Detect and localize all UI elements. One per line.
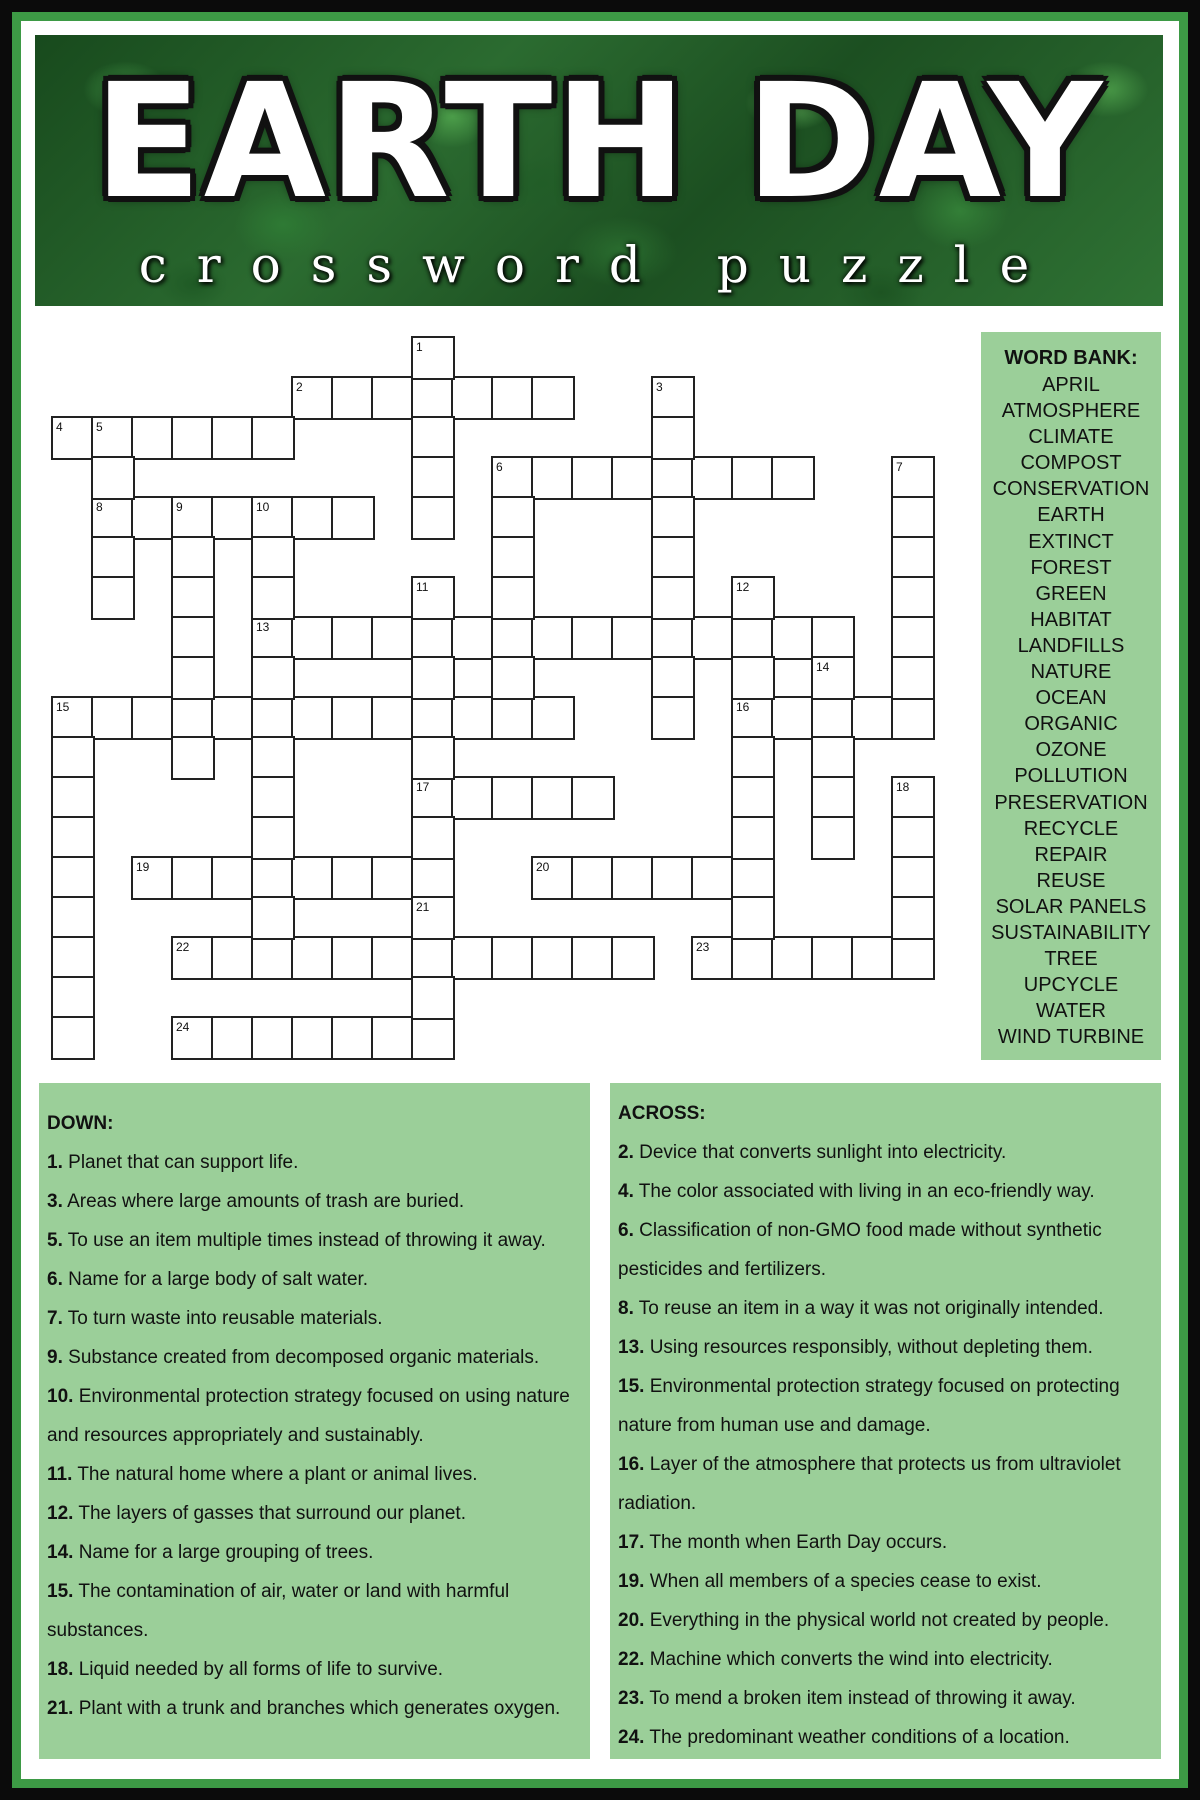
cell-number: 13 xyxy=(256,620,270,634)
crossword-cell[interactable] xyxy=(493,578,533,618)
crossword-cell[interactable] xyxy=(253,1018,293,1058)
crossword-cell[interactable] xyxy=(813,818,853,858)
clue-text: Areas where large amounts of trash are buried. xyxy=(67,1191,465,1212)
crossword-cell[interactable] xyxy=(853,938,893,978)
crossword-cell[interactable] xyxy=(413,1018,453,1058)
cell-number: 12 xyxy=(736,580,750,594)
clue-number: 9. xyxy=(47,1347,63,1368)
crossword-cell[interactable] xyxy=(413,378,453,418)
crossword-cell[interactable] xyxy=(813,938,853,978)
crossword-cell[interactable] xyxy=(253,858,293,898)
crossword-cell[interactable] xyxy=(173,698,213,738)
cell-number: 6 xyxy=(496,460,503,474)
clue-item xyxy=(47,1689,590,1728)
across-clue-list xyxy=(618,1133,1161,1757)
crossword-cell[interactable] xyxy=(413,818,453,858)
word-bank-item: LANDFILLS xyxy=(1017,634,1125,657)
crossword-cell[interactable] xyxy=(573,778,613,818)
clue-item xyxy=(618,1367,1161,1445)
clue-number: 6. xyxy=(47,1269,63,1290)
clue-number: 15. xyxy=(47,1581,74,1602)
crossword-cell[interactable] xyxy=(133,698,173,738)
clue-text: Planet that can support life. xyxy=(68,1152,299,1173)
word-bank-item: REPAIR xyxy=(1034,843,1108,866)
crossword-cell[interactable] xyxy=(453,778,493,818)
crossword-cell[interactable] xyxy=(213,418,253,458)
cell-number: 18 xyxy=(896,780,910,794)
cell-number: 16 xyxy=(736,700,750,714)
crossword-cell[interactable] xyxy=(213,938,253,978)
crossword-cell[interactable] xyxy=(333,618,373,658)
clue-number: 20. xyxy=(618,1610,645,1631)
crossword-cell[interactable] xyxy=(733,658,773,698)
crossword-cell[interactable] xyxy=(373,378,413,418)
crossword-cell[interactable] xyxy=(93,698,133,738)
clue-text: To reuse an item in a way it was not originally intended. xyxy=(638,1298,1104,1319)
crossword-cell[interactable] xyxy=(333,498,373,538)
crossword-cell[interactable] xyxy=(773,698,813,738)
word-bank-title: WORD BANK: xyxy=(1004,347,1138,369)
down-heading: DOWN: xyxy=(47,1113,114,1134)
clue-number: 15. xyxy=(618,1376,645,1397)
clue-number: 1. xyxy=(47,1152,63,1173)
crossword-cell[interactable] xyxy=(293,618,333,658)
clue-item xyxy=(47,1572,590,1650)
crossword-cell[interactable] xyxy=(653,538,693,578)
clue-item xyxy=(47,1650,590,1689)
down-clue-list xyxy=(47,1143,590,1728)
crossword-cell[interactable] xyxy=(893,498,933,538)
crossword-cell[interactable] xyxy=(413,978,453,1018)
clue-item xyxy=(618,1133,1161,1172)
word-bank-item: HABITAT xyxy=(1030,608,1112,631)
word-bank-item: WIND TURBINE xyxy=(997,1026,1145,1049)
crossword-cell[interactable] xyxy=(333,1018,373,1058)
crossword-cell[interactable] xyxy=(373,938,413,978)
crossword-cell[interactable] xyxy=(573,938,613,978)
cell-number: 23 xyxy=(696,940,710,954)
crossword-cell[interactable] xyxy=(93,538,133,578)
clue-number: 17. xyxy=(618,1532,645,1553)
crossword-cell[interactable] xyxy=(413,938,453,978)
crossword-cell[interactable] xyxy=(733,938,773,978)
clue-item xyxy=(47,1299,590,1338)
clue-number: 22. xyxy=(618,1649,645,1670)
clue-number: 5. xyxy=(47,1230,63,1251)
crossword-cell[interactable] xyxy=(253,578,293,618)
clue-number: 6. xyxy=(618,1220,634,1241)
crossword-cell[interactable] xyxy=(413,658,453,698)
crossword-cell[interactable] xyxy=(253,898,293,938)
crossword-cell[interactable] xyxy=(653,858,693,898)
cell-number: 21 xyxy=(416,900,430,914)
clue-text: Machine which converts the wind into electricity. xyxy=(649,1649,1053,1670)
crossword-cell[interactable] xyxy=(173,858,213,898)
crossword-cell[interactable] xyxy=(453,378,493,418)
crossword-cell[interactable] xyxy=(53,1018,93,1058)
clue-number: 4. xyxy=(618,1181,634,1202)
clue-text: The layers of gasses that surround our planet. xyxy=(78,1503,466,1524)
crossword-cell[interactable] xyxy=(533,778,573,818)
crossword-cell[interactable] xyxy=(213,498,253,538)
crossword-cell[interactable] xyxy=(333,938,373,978)
crossword-cell[interactable] xyxy=(813,698,853,738)
crossword-cell[interactable] xyxy=(533,458,573,498)
crossword-cell[interactable] xyxy=(333,698,373,738)
clue-text: The contamination of air, water or land with harmful substances. xyxy=(47,1581,510,1641)
crossword-cell[interactable] xyxy=(533,378,573,418)
clue-number: 12. xyxy=(47,1503,74,1524)
crossword-cell[interactable] xyxy=(733,818,773,858)
clue-text: The month when Earth Day occurs. xyxy=(649,1532,948,1553)
crossword-cell[interactable] xyxy=(53,858,93,898)
crossword-cell[interactable] xyxy=(173,738,213,778)
word-bank-item: APRIL xyxy=(1042,374,1100,396)
clue-text: Environmental protection strategy focused on using nature and resources appropriately and sustainably. xyxy=(47,1386,570,1446)
crossword-cell[interactable] xyxy=(253,778,293,818)
crossword-cell[interactable] xyxy=(253,538,293,578)
clue-text: Environmental protection strategy focused on protecting nature from human use and damage. xyxy=(618,1376,1120,1436)
crossword-cell[interactable] xyxy=(773,458,813,498)
clue-item xyxy=(618,1172,1161,1211)
clue-text: Everything in the physical world not created by people. xyxy=(649,1610,1110,1631)
crossword-cell[interactable] xyxy=(533,698,573,738)
crossword-cell[interactable] xyxy=(253,738,293,778)
crossword-cell[interactable] xyxy=(293,498,333,538)
crossword-cell[interactable] xyxy=(733,738,773,778)
cell-number: 10 xyxy=(256,500,270,514)
word-bank-item: CONSERVATION xyxy=(992,478,1150,501)
crossword-cell[interactable] xyxy=(413,418,453,458)
crossword-cell[interactable] xyxy=(293,1018,333,1058)
clue-text: The predominant weather conditions of a location. xyxy=(649,1727,1070,1748)
cell-number: 11 xyxy=(416,580,429,594)
crossword-cell[interactable] xyxy=(493,698,533,738)
word-bank-item: PRESERVATION xyxy=(994,791,1148,814)
crossword-cell[interactable] xyxy=(253,698,293,738)
crossword-cell[interactable] xyxy=(173,418,213,458)
clue-text: Using resources responsibly, without depleting them. xyxy=(649,1337,1093,1358)
crossword-cell[interactable] xyxy=(133,498,173,538)
word-bank-item: FOREST xyxy=(1030,556,1112,579)
crossword-cell[interactable] xyxy=(93,578,133,618)
clue-item xyxy=(618,1211,1161,1289)
cell-number: 19 xyxy=(136,860,150,874)
crossword-cell[interactable] xyxy=(533,938,573,978)
word-bank-item: GREEN xyxy=(1035,582,1107,605)
crossword-cell[interactable] xyxy=(53,738,93,778)
crossword-cell[interactable] xyxy=(693,458,733,498)
clue-text: Classification of non-GMO food made without synthetic pesticides and fertilizers. xyxy=(618,1220,1102,1280)
crossword-cell[interactable] xyxy=(333,378,373,418)
crossword-cell[interactable] xyxy=(93,458,133,498)
crossword-cell[interactable] xyxy=(893,618,933,658)
page-subtitle: crossword puzzle xyxy=(138,236,1060,294)
cell-number: 17 xyxy=(416,780,430,794)
crossword-cell[interactable] xyxy=(733,898,773,938)
crossword-cell[interactable] xyxy=(653,578,693,618)
cell-number: 2 xyxy=(296,380,303,394)
crossword-cell[interactable] xyxy=(893,698,933,738)
word-bank-item: COMPOST xyxy=(1020,452,1122,475)
clue-item xyxy=(47,1221,590,1260)
crossword-cell[interactable] xyxy=(773,938,813,978)
clue-text: Name for a large grouping of trees. xyxy=(78,1542,374,1563)
clue-item xyxy=(618,1679,1161,1718)
cell-number: 22 xyxy=(176,940,190,954)
crossword-cell[interactable] xyxy=(893,538,933,578)
clue-number: 3. xyxy=(47,1191,63,1212)
crossword-cell[interactable] xyxy=(493,618,533,658)
clue-item xyxy=(618,1640,1161,1679)
crossword-cell[interactable] xyxy=(213,1018,253,1058)
clue-text: To mend a broken item instead of throwing it away. xyxy=(649,1688,1076,1709)
clue-item xyxy=(47,1377,590,1455)
crossword-cell[interactable] xyxy=(493,658,533,698)
crossword-cell[interactable] xyxy=(893,858,933,898)
clue-text: To use an item multiple times instead of throwing it away. xyxy=(67,1230,546,1251)
crossword-cell[interactable] xyxy=(893,938,933,978)
clue-item xyxy=(618,1523,1161,1562)
crossword-cell[interactable] xyxy=(653,458,693,498)
clue-text: Substance created from decomposed organic materials. xyxy=(68,1347,540,1368)
crossword-cell[interactable] xyxy=(133,418,173,458)
crossword-cell[interactable] xyxy=(653,618,693,658)
word-bank-item: NATURE xyxy=(1030,661,1112,684)
across-heading: ACROSS: xyxy=(618,1103,706,1124)
clue-item xyxy=(618,1328,1161,1367)
crossword-cell[interactable] xyxy=(53,938,93,978)
clue-item xyxy=(618,1718,1161,1757)
word-bank-item: REUSE xyxy=(1036,869,1106,892)
cell-number: 24 xyxy=(176,1020,190,1034)
clue-number: 2. xyxy=(618,1142,634,1163)
crossword-cell[interactable] xyxy=(813,618,853,658)
word-bank-item: TREE xyxy=(1044,948,1098,971)
crossword-cell[interactable] xyxy=(293,938,333,978)
title-banner xyxy=(35,35,1163,306)
clue-number: 7. xyxy=(47,1308,63,1329)
down-clues-panel xyxy=(39,1083,590,1759)
word-bank-item: POLLUTION xyxy=(1014,765,1128,788)
crossword-cell[interactable] xyxy=(813,738,853,778)
clue-text: Layer of the atmosphere that protects us from ultraviolet radiation. xyxy=(618,1454,1121,1514)
clue-text: Device that converts sunlight into electricity. xyxy=(639,1142,1007,1163)
page-title: EARTH DAY xyxy=(93,50,1105,234)
crossword-cell[interactable] xyxy=(173,538,213,578)
crossword-cell[interactable] xyxy=(213,698,253,738)
clue-number: 18. xyxy=(47,1659,74,1680)
crossword-cell[interactable] xyxy=(453,618,493,658)
clue-number: 23. xyxy=(618,1688,645,1709)
crossword-cell[interactable] xyxy=(413,698,453,738)
clue-text: The color associated with living in an eco-friendly way. xyxy=(638,1181,1095,1202)
crossword-cell[interactable] xyxy=(253,418,293,458)
crossword-cell[interactable] xyxy=(53,818,93,858)
word-bank-item: CLIMATE xyxy=(1028,426,1114,449)
crossword-cell[interactable] xyxy=(413,498,453,538)
crossword-cell[interactable] xyxy=(893,578,933,618)
crossword-cell[interactable] xyxy=(373,618,413,658)
crossword-cell[interactable] xyxy=(893,818,933,858)
clue-text: To turn waste into reusable materials. xyxy=(67,1308,383,1329)
crossword-cell[interactable] xyxy=(613,618,653,658)
clue-number: 10. xyxy=(47,1386,74,1407)
clue-number: 16. xyxy=(618,1454,645,1475)
crossword-cell[interactable] xyxy=(653,658,693,698)
crossword-cell[interactable] xyxy=(253,938,293,978)
clue-item xyxy=(47,1455,590,1494)
crossword-cell[interactable] xyxy=(373,858,413,898)
cell-number: 7 xyxy=(896,460,903,474)
clue-item xyxy=(47,1338,590,1377)
crossword-cell[interactable] xyxy=(293,858,333,898)
cell-number: 15 xyxy=(56,700,70,714)
crossword-cell[interactable] xyxy=(853,698,893,738)
crossword-cell[interactable] xyxy=(653,418,693,458)
crossword-cell[interactable] xyxy=(653,498,693,538)
clue-number: 14. xyxy=(47,1542,74,1563)
clue-item xyxy=(47,1494,590,1533)
crossword-cell[interactable] xyxy=(173,658,213,698)
word-bank xyxy=(981,332,1161,1060)
clue-number: 11. xyxy=(47,1464,73,1485)
crossword-cell[interactable] xyxy=(173,578,213,618)
clue-item xyxy=(47,1143,590,1182)
word-bank-item: UPCYCLE xyxy=(1023,974,1119,997)
crossword-cell[interactable] xyxy=(773,618,813,658)
clue-item xyxy=(47,1182,590,1221)
crossword-cell[interactable] xyxy=(173,618,213,658)
crossword-cell[interactable] xyxy=(453,938,493,978)
clue-text: Name for a large body of salt water. xyxy=(68,1269,369,1290)
crossword-cell[interactable] xyxy=(693,858,733,898)
crossword-cell[interactable] xyxy=(493,378,533,418)
clue-item xyxy=(47,1260,590,1299)
crossword-cell[interactable] xyxy=(573,858,613,898)
crossword-cell[interactable] xyxy=(413,738,453,778)
clue-number: 13. xyxy=(618,1337,645,1358)
word-bank-item: SOLAR PANELS xyxy=(995,895,1147,918)
cell-number: 5 xyxy=(96,420,103,434)
clue-number: 8. xyxy=(618,1298,634,1319)
cell-number: 9 xyxy=(176,500,183,514)
crossword-cell[interactable] xyxy=(893,658,933,698)
crossword-cell[interactable] xyxy=(333,858,373,898)
clue-item xyxy=(618,1445,1161,1523)
crossword-cell[interactable] xyxy=(493,778,533,818)
clue-number: 21. xyxy=(47,1698,74,1719)
crossword-cell[interactable] xyxy=(813,778,853,818)
cell-number: 8 xyxy=(96,500,103,514)
crossword-cell[interactable] xyxy=(733,618,773,658)
crossword-cell[interactable] xyxy=(53,978,93,1018)
crossword-cell[interactable] xyxy=(253,818,293,858)
crossword-cell[interactable] xyxy=(373,698,413,738)
crossword-cell[interactable] xyxy=(613,938,653,978)
crossword-cell[interactable] xyxy=(413,618,453,658)
clue-item xyxy=(618,1601,1161,1640)
clue-text: When all members of a species cease to exist. xyxy=(649,1571,1042,1592)
cell-number: 3 xyxy=(656,380,663,394)
word-bank-item: SUSTAINABILITY xyxy=(991,921,1151,944)
clue-item xyxy=(618,1562,1161,1601)
word-bank-list xyxy=(981,372,1161,1050)
crossword-cell[interactable] xyxy=(493,938,533,978)
clue-item xyxy=(618,1289,1161,1328)
cell-number: 20 xyxy=(536,860,550,874)
crossword-cell[interactable] xyxy=(293,698,333,738)
crossword-cell[interactable] xyxy=(493,498,533,538)
clue-item xyxy=(47,1533,590,1572)
cell-number: 1 xyxy=(416,340,423,354)
crossword-cell[interactable] xyxy=(573,458,613,498)
crossword-cell[interactable] xyxy=(213,858,253,898)
clue-text: The natural home where a plant or animal lives. xyxy=(77,1464,478,1485)
word-bank-item: OZONE xyxy=(1035,739,1107,762)
crossword-cell[interactable] xyxy=(453,698,493,738)
word-bank-item: EARTH xyxy=(1037,504,1105,527)
crossword-cell[interactable] xyxy=(533,618,573,658)
crossword-cell[interactable] xyxy=(613,858,653,898)
clue-number: 19. xyxy=(618,1571,645,1592)
clue-number: 24. xyxy=(618,1727,645,1748)
crossword-cell[interactable] xyxy=(733,858,773,898)
crossword-cell[interactable] xyxy=(53,898,93,938)
cell-number: 14 xyxy=(816,660,830,674)
cell-number: 4 xyxy=(56,420,63,434)
crossword-cell[interactable] xyxy=(733,458,773,498)
word-bank-item: WATER xyxy=(1036,1000,1106,1023)
word-bank-item: ATMOSPHERE xyxy=(1001,400,1141,423)
crossword-cell[interactable] xyxy=(253,658,293,698)
crossword-cell[interactable] xyxy=(733,778,773,818)
crossword-cell[interactable] xyxy=(373,1018,413,1058)
crossword-cell[interactable] xyxy=(493,538,533,578)
clue-text: Plant with a trunk and branches which generates oxygen. xyxy=(78,1698,561,1719)
crossword-cell[interactable] xyxy=(613,458,653,498)
word-bank-item: ORGANIC xyxy=(1024,713,1118,736)
word-bank-item: OCEAN xyxy=(1035,687,1107,710)
crossword-cell[interactable] xyxy=(413,858,453,898)
crossword-cell[interactable] xyxy=(53,778,93,818)
crossword-cell[interactable] xyxy=(573,618,613,658)
clue-text: Liquid needed by all forms of life to survive. xyxy=(78,1659,444,1680)
word-bank-item: RECYCLE xyxy=(1023,817,1119,840)
crossword-cell[interactable] xyxy=(693,618,733,658)
word-bank-item: EXTINCT xyxy=(1028,530,1114,553)
crossword-cell[interactable] xyxy=(413,458,453,498)
crossword-cell[interactable] xyxy=(893,898,933,938)
across-clues-panel xyxy=(610,1083,1161,1759)
crossword-cell[interactable] xyxy=(653,698,693,738)
